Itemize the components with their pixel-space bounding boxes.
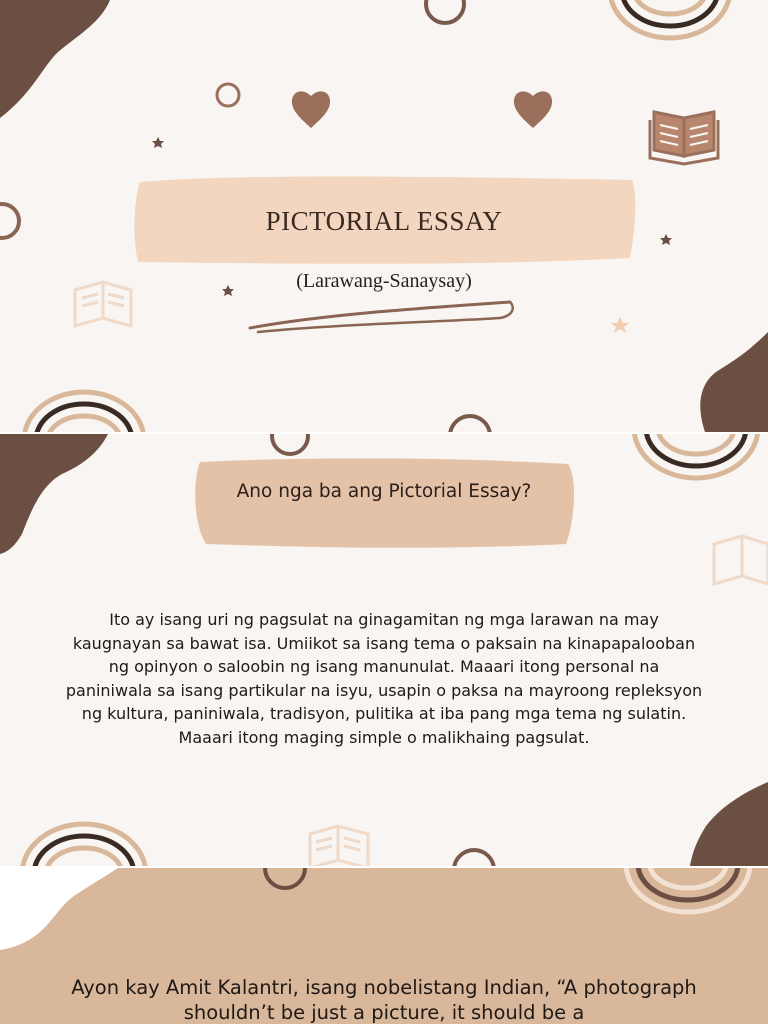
book-icon — [310, 826, 368, 866]
quote-paragraph: Ayon kay Amit Kalantri, isang nobelistang Indian, “A photograph shouldn’t be just a picture, it should be a — [71, 976, 697, 1024]
rainbow-arch — [22, 824, 146, 866]
quote-slide — [0, 868, 768, 1024]
rainbow-arch — [634, 434, 758, 478]
star-icon — [611, 317, 629, 333]
definition-paragraph: Ito ay isang uri ng pagsulat na ginagamitan ng mga larawan na may kaugnayan sa bawat isa. Umiikot sa isang tema o paksain na kinapapalooban ng opinyon o saloobin ng isang manunulat. Maaari itong personal na paniniwala sa isang partikular na isyu, usapin o paksa na mayroong repleksyon ng kultura, paniniwala, tradisyon, pulitika at iba pang mga tema ng sulatin. Maaari itong maging simple o malikhaing pagsulat. — [65, 610, 703, 747]
ring-icon — [272, 434, 308, 454]
book-icon — [714, 536, 768, 584]
rainbow-arch — [610, 0, 730, 38]
heart-icon — [514, 91, 552, 128]
rainbow-arch — [24, 392, 144, 432]
ring-icon — [217, 84, 239, 106]
title-underline — [258, 302, 513, 332]
corner-blob-bottom-right — [700, 332, 768, 432]
slide-subtitle: (Larawang-Sanaysay) — [296, 270, 472, 292]
rainbow-arch — [626, 868, 750, 912]
ring-icon — [265, 868, 305, 888]
book-icon — [650, 112, 718, 164]
ring-icon — [426, 0, 464, 23]
definition-slide — [0, 434, 768, 866]
star-icon — [152, 137, 164, 148]
heart-icon — [292, 91, 330, 128]
title-slide — [0, 0, 768, 432]
section-heading: Ano nga ba ang Pictorial Essay? — [236, 481, 532, 502]
corner-blob-top-left — [0, 0, 110, 118]
slide-title: PICTORIAL ESSAY — [265, 206, 503, 236]
corner-blob-bottom-right — [690, 782, 768, 866]
corner-blob-top-left — [0, 868, 118, 950]
ring-icon — [450, 416, 490, 432]
corner-blob-top-left — [0, 434, 108, 554]
ring-icon — [454, 850, 494, 866]
